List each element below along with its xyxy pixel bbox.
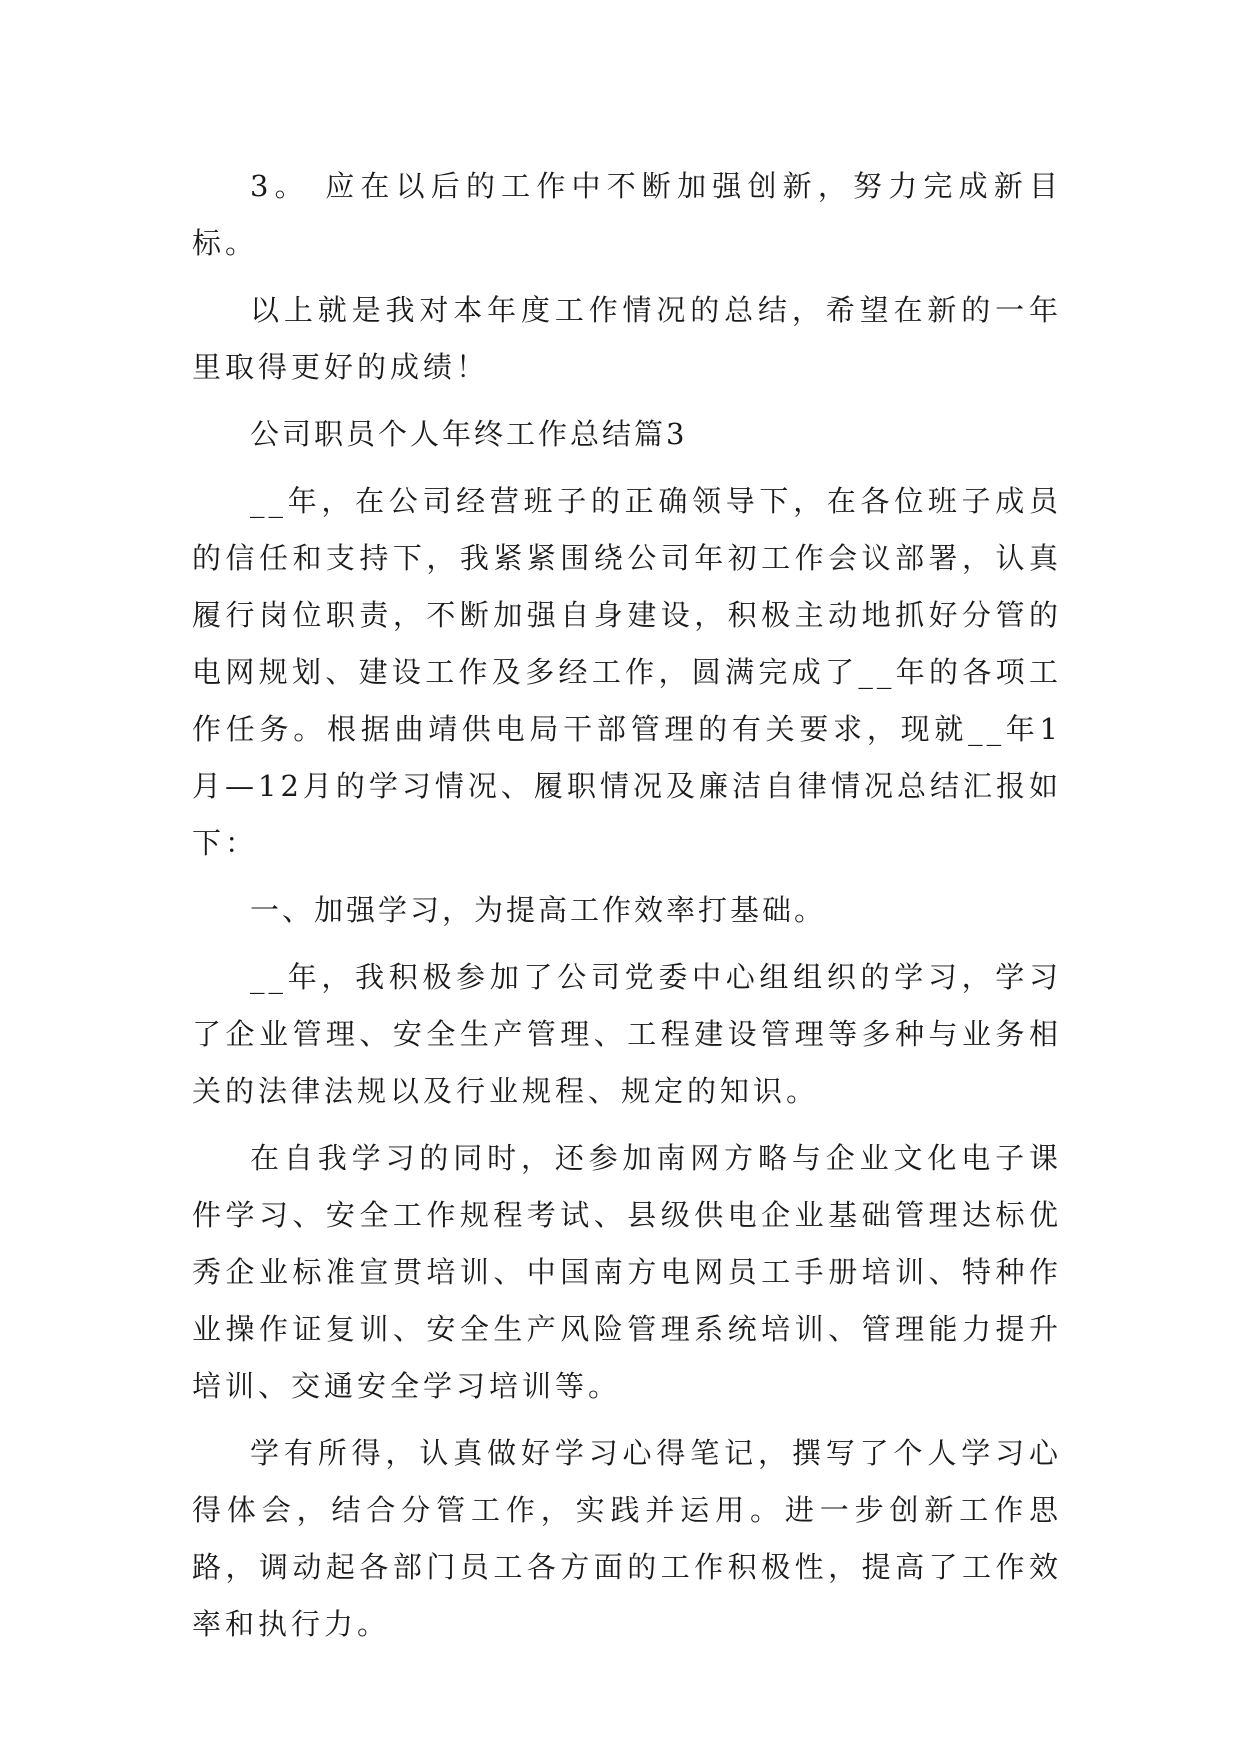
section-heading: 一、加强学习，为提高工作效率打基础。 xyxy=(250,893,827,927)
paragraph: __年，我积极参加了公司党委中心组组织的学习，学习了企业管理、安全生产管理、工程建设管理等多种与业务相关的法律法规以及行业规程、规定的知识。 xyxy=(192,960,1062,1108)
paragraph: __年，在公司经营班子的正确领导下，在各位班子成员的信任和支持下，我紧紧围绕公司年初工作会议部署，认真履行岗位职责，不断加强自身建设，积极主动地抓好分管的电网规划、建设工作及多经工作，圆满完成了__年的各项工作任务。根据曲靖供电局干部管理的有关要求，现就__年1月—12月的学习情况、履职情况及廉洁自律情况总结汇报如下： xyxy=(192,484,1062,860)
paragraph: 3。 应在以后的工作中不断加强创新，努力完成新目标。 xyxy=(192,169,1062,260)
document-body xyxy=(192,158,1062,1663)
paragraph: 学有所得，认真做好学习心得笔记，撰写了个人学习心得体会，结合分管工作，实践并运用。进一步创新工作思路，调动起各部门员工各方面的工作积极性，提高了工作效率和执行力。 xyxy=(192,1436,1062,1641)
paragraph: 以上就是我对本年度工作情况的总结，希望在新的一年里取得更好的成绩！ xyxy=(192,293,1062,384)
section-title: 公司职员个人年终工作总结篇3 xyxy=(250,417,688,451)
paragraph: 在自我学习的同时，还参加南网方略与企业文化电子课件学习、安全工作规程考试、县级供电企业基础管理达标优秀企业标准宣贯培训、中国南方电网员工手册培训、特种作业操作证复训、安全生产风险管理系统培训、管理能力提升培训、交通安全学习培训等。 xyxy=(192,1141,1062,1403)
